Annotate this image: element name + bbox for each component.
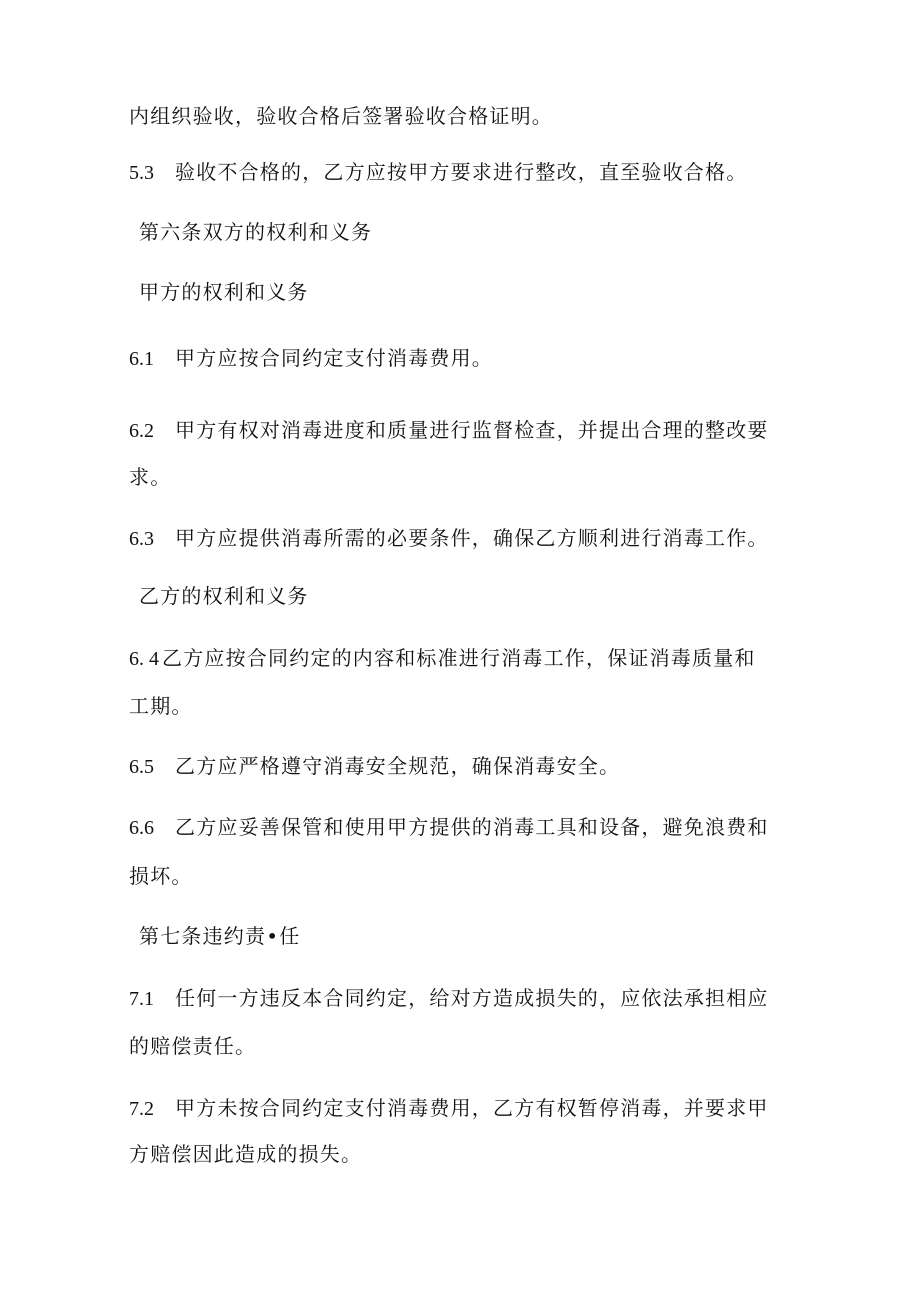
heading-text: 乙方的权利和义务 [139,584,309,608]
paragraph-line [129,1034,256,1058]
line-text: 甲方应按合同约定支付消毒费用。 [175,346,493,370]
clause-7-1 [129,986,769,1011]
heading-text: 甲方的权利和义务 [139,280,309,304]
line-text: 任何一方违反本合同约定，给对方造成损失的，应依法承担相应 [175,986,769,1010]
line-text: 乙方应按合同约定的内容和标准进行消毒工作，保证消毒质量和 [162,646,756,670]
paragraph-line [129,694,193,718]
clause-number: 7.2 [129,1098,154,1120]
paragraph-line [129,864,193,888]
clause-number: 6.3 [129,528,154,550]
article-7-heading [139,924,300,948]
paragraph-line [129,1142,362,1166]
clause-6-2 [129,418,769,443]
paragraph-line [129,104,553,128]
clause-number: 6.1 [129,348,154,370]
clause-number: 7.1 [129,988,154,1010]
line-text: 乙方应严格遵守消毒安全规范，确保消毒安全。 [175,754,621,778]
heading-text: 第六条双方的权利和义务 [139,220,373,244]
clause-5-3 [129,160,747,185]
clause-6-4 [129,646,756,671]
line-text: 内组织验收，验收合格后签署验收合格证明。 [129,104,553,128]
clause-number: 5.3 [129,162,154,184]
line-text: 验收不合格的，乙方应按甲方要求进行整改，直至验收合格。 [175,160,748,184]
clause-number: 6.6 [129,817,154,839]
line-text: 乙方应妥善保管和使用甲方提供的消毒工具和设备，避免浪费和 [175,815,769,839]
article-6-heading [139,220,372,244]
clause-6-5 [129,754,620,779]
clause-number: 6.5 [129,756,154,778]
clause-6-3 [129,526,769,551]
party-b-subheading [139,584,309,608]
clause-6-6 [129,815,769,840]
line-text: 方赔偿因此造成的损失。 [129,1142,363,1166]
clause-6-1 [129,346,493,371]
clause-number: 6.2 [129,420,154,442]
party-a-subheading [139,280,309,304]
line-text: 甲方应提供消毒所需的必要条件，确保乙方顺利进行消毒工作。 [175,526,769,550]
line-text: 甲方有权对消毒进度和质量进行监督检查，并提出合理的整改要 [175,418,769,442]
line-text: 损坏。 [129,864,193,888]
line-text: 甲方未按合同约定支付消毒费用，乙方有权暂停消毒，并要求甲 [175,1096,769,1120]
heading-text: 第七条违约责•任 [139,924,301,948]
line-text: 的赔偿责任。 [129,1034,257,1058]
line-text: 求。 [129,465,172,489]
line-text: 工期。 [129,694,193,718]
clause-number: 6. 4 [129,648,159,670]
clause-7-2 [129,1096,769,1121]
paragraph-line [129,465,171,489]
